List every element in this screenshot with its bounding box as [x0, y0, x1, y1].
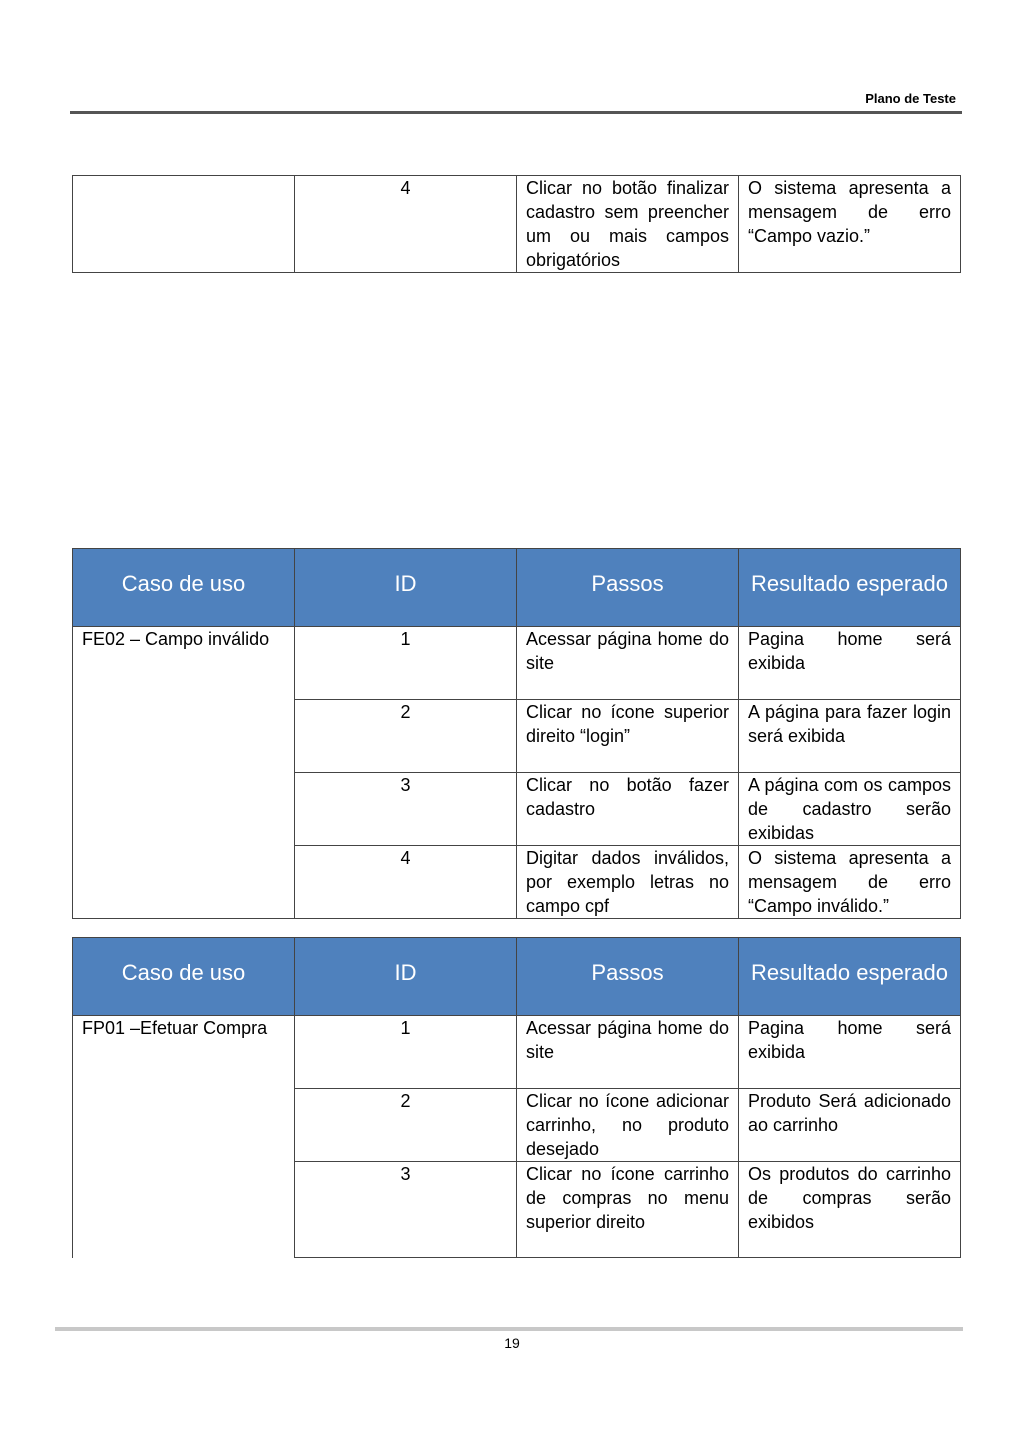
- header-use-case: Caso de uso: [73, 549, 295, 627]
- step-cell: Clicar no botão finalizar cadastro sem preencher um ou mais campos obrigatórios: [517, 176, 739, 273]
- table-row: [73, 176, 961, 273]
- step-id-cell: 4: [295, 176, 517, 273]
- step-cell: Digitar dados inválidos, por exemplo letras no campo cpf: [517, 846, 739, 919]
- step-cell: Acessar página home do site: [517, 627, 739, 700]
- expected-result-cell: A página com os campos de cadastro serão exibidas: [739, 773, 961, 846]
- header-use-case: Caso de uso: [73, 938, 295, 1016]
- header-id: ID: [295, 938, 517, 1016]
- expected-result-cell: A página para fazer login será exibida: [739, 700, 961, 773]
- step-cell: Acessar página home do site: [517, 1016, 739, 1089]
- use-case-cell: [73, 176, 295, 273]
- test-table-fp01: [72, 937, 961, 1258]
- step-id-cell: 2: [295, 700, 517, 773]
- expected-result-cell: Pagina home será exibida: [739, 1016, 961, 1089]
- page-header-title: Plano de Teste: [865, 91, 956, 106]
- step-cell: Clicar no botão fazer cadastro: [517, 773, 739, 846]
- header-id: ID: [295, 549, 517, 627]
- use-case-cell: FP01 –Efetuar Compra: [73, 1016, 295, 1258]
- step-id-cell: 2: [295, 1089, 517, 1162]
- test-table-fe02: [72, 548, 961, 919]
- header-expected-result: Resultado esperado: [739, 938, 961, 1016]
- test-table-continuation: [72, 175, 961, 273]
- step-id-cell: 3: [295, 1162, 517, 1258]
- use-case-cell: FE02 – Campo inválido: [73, 627, 295, 919]
- header-steps: Passos: [517, 549, 739, 627]
- header-rule: [70, 111, 962, 114]
- expected-result-cell: Produto Será adicionado ao carrinho: [739, 1089, 961, 1162]
- step-id-cell: 3: [295, 773, 517, 846]
- page-number: 19: [504, 1335, 520, 1351]
- header-expected-result: Resultado esperado: [739, 549, 961, 627]
- step-cell: Clicar no ícone carrinho de compras no menu superior direito: [517, 1162, 739, 1258]
- expected-result-cell: O sistema apresenta a mensagem de erro “Campo inválido.”: [739, 846, 961, 919]
- step-id-cell: 1: [295, 1016, 517, 1089]
- table-row: [73, 1016, 961, 1089]
- table-header-row: [73, 549, 961, 627]
- step-cell: Clicar no ícone superior direito “login”: [517, 700, 739, 773]
- header-steps: Passos: [517, 938, 739, 1016]
- expected-result-cell: O sistema apresenta a mensagem de erro “Campo vazio.”: [739, 176, 961, 273]
- table-row: [73, 627, 961, 700]
- footer-rule: [55, 1327, 963, 1331]
- step-id-cell: 1: [295, 627, 517, 700]
- expected-result-cell: Os produtos do carrinho de compras serão exibidos: [739, 1162, 961, 1258]
- expected-result-cell: Pagina home será exibida: [739, 627, 961, 700]
- step-cell: Clicar no ícone adicionar carrinho, no produto desejado: [517, 1089, 739, 1162]
- step-id-cell: 4: [295, 846, 517, 919]
- table-header-row: [73, 938, 961, 1016]
